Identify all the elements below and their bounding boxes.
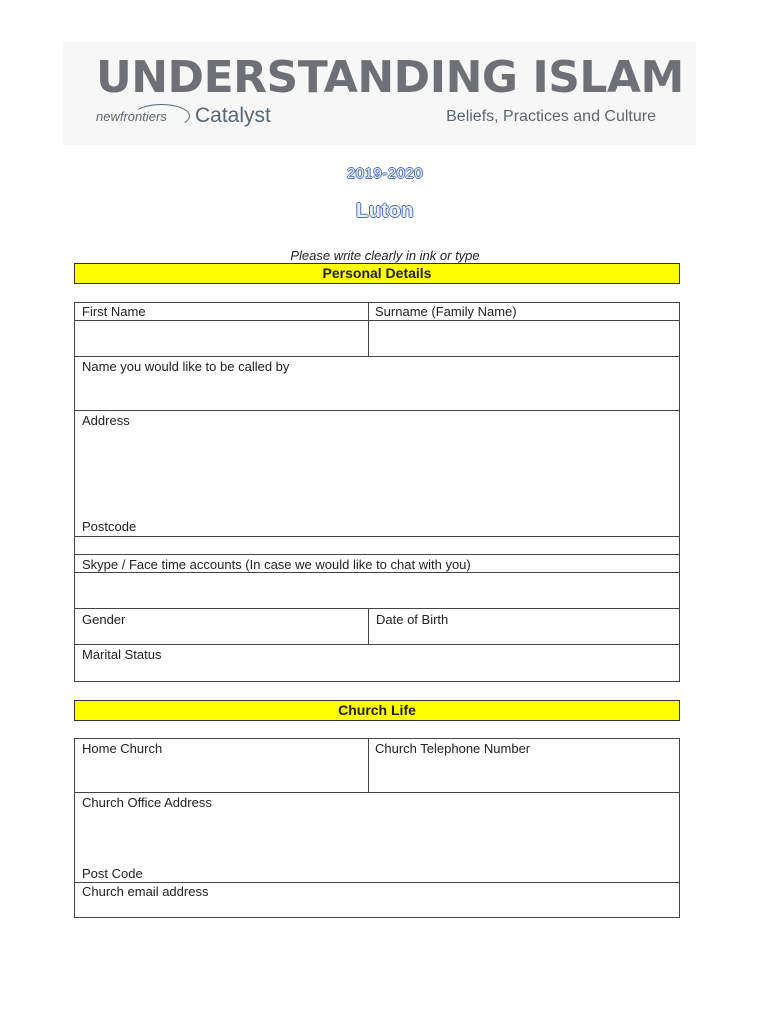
skype-field[interactable] xyxy=(74,572,680,609)
personal-details-banner: Personal Details xyxy=(74,263,680,284)
marital-status-label: Marital Status xyxy=(82,647,162,662)
address-label: Address xyxy=(82,413,130,428)
logo-title: UNDERSTANDING ISLAM xyxy=(96,52,684,103)
surname-label: Surname (Family Name) xyxy=(375,304,517,319)
church-life-banner: Church Life xyxy=(74,700,680,721)
first-name-label: First Name xyxy=(82,304,146,319)
postcode-field[interactable] xyxy=(74,536,680,555)
postcode-label: Postcode xyxy=(82,519,137,534)
dob-label: Date of Birth xyxy=(376,612,449,627)
catalyst-logo: Catalyst xyxy=(195,104,271,127)
year-heading: 2019-2020 xyxy=(346,165,424,182)
home-church-label: Home Church xyxy=(82,741,163,756)
church-email-label: Church email address xyxy=(82,884,209,899)
newfrontiers-arc-icon xyxy=(133,104,190,128)
instructions: Please write clearly in ink or type xyxy=(290,248,480,263)
post-code-label: Post Code xyxy=(82,866,143,881)
city-heading: Luton xyxy=(355,200,415,222)
newfrontiers-logo: newfrontiers xyxy=(96,109,167,124)
skype-label: Skype / Face time accounts (In case we would like to chat with you) xyxy=(82,557,471,572)
preferred-name-label: Name you would like to be called by xyxy=(82,359,290,374)
gender-label: Gender xyxy=(82,612,126,627)
address-field[interactable] xyxy=(74,410,680,537)
logo-tagline: Beliefs, Practices and Culture xyxy=(446,108,656,125)
church-telephone-label: Church Telephone Number xyxy=(375,741,531,756)
header-logo xyxy=(63,42,696,145)
marital-status-field[interactable] xyxy=(74,644,680,682)
first-name-input[interactable] xyxy=(74,320,369,357)
church-office-address-label: Church Office Address xyxy=(82,795,212,810)
